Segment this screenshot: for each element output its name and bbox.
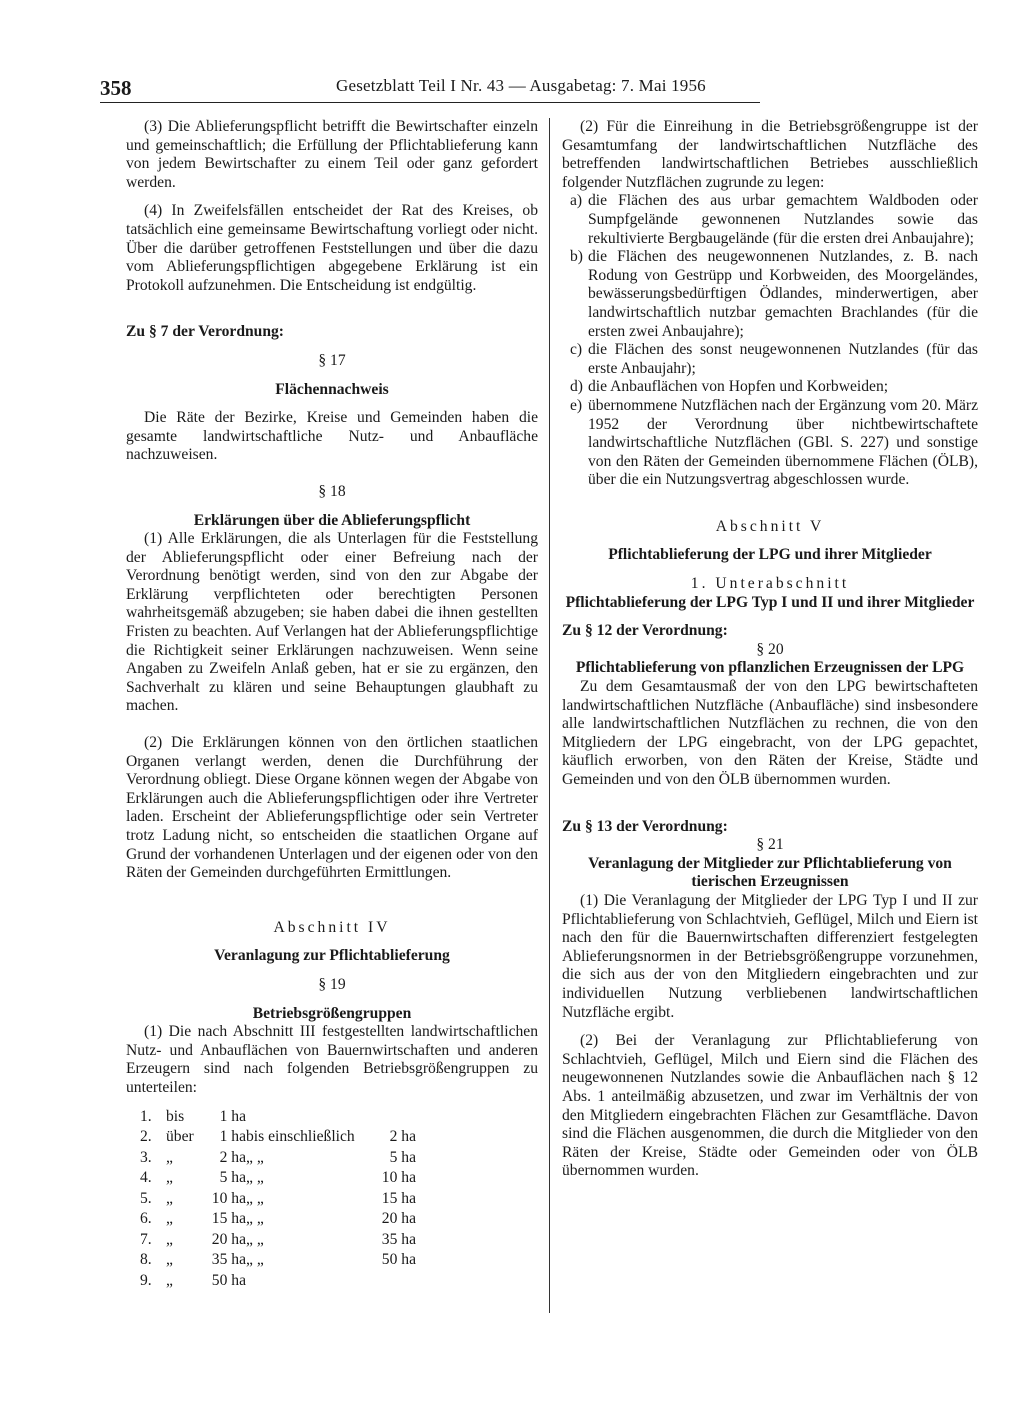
group-from: 2 ha [219,1148,246,1166]
section-17-title: Flächennachweis [275,380,389,398]
size-group-row [140,1149,416,1170]
group-preposition: „ [166,1271,173,1289]
list-item-text: die Flächen des neugewonnenen Nutzlandes, z. B. nach Rodung von Gestrüpp und Korbweiden, des Moorgeländes, bewässerungsbedürftigen Ödlandes, minderwertigen, aber landwirtschaftlich nutzbar gemachten Brachlandes (für die ersten zwei Anbaujahre); [588,248,978,340]
size-group-row [140,1190,416,1211]
list-item [562,397,978,490]
group-number: 1. [140,1107,152,1125]
reference-zu-7: Zu § 7 der Verordnung: [126,323,285,341]
section-20-number: § 20 [756,640,784,658]
group-range-text: „ „ [246,1230,264,1248]
group-to: 35 ha [381,1230,416,1248]
group-to: 50 ha [381,1251,416,1269]
abschnitt-v-title: Pflichtablieferung der LPG und ihrer Mitglieder [608,546,932,564]
list-item-text: übernommene Nutzflächen nach der Ergänzung vom 20. März 1952 der Verordnung über nichtbewirtschaftete landwirtschaftliche Nutzflächen (GBl. S. 227) und sonstige von den Räten der Gemeinden übernommene Flächen (ÖLB), über die ein Nutzungsvertrag abgeschlossen wurde. [588,396,978,489]
size-group-row [140,1251,416,1272]
group-range-text: „ „ [246,1189,264,1207]
size-group-row [140,1108,416,1129]
group-number: 9. [140,1271,152,1289]
group-to: 2 ha [389,1128,416,1146]
paragraph-p3: (3) Die Ablieferungspflicht betrifft die Bewirtschafter einzeln und gemeinschaftlich; die Erfüllung der Pflichtablieferung kann von jedem Bewirtschafter zu einem Teil oder ganz gefordert werden. [126,118,538,191]
list-item [562,341,978,378]
abschnitt-v-heading: Abschnitt V [715,517,825,535]
size-groups-table [140,1108,416,1293]
group-to: 10 ha [381,1169,416,1187]
group-preposition: „ [166,1148,173,1166]
group-number: 3. [140,1148,152,1166]
group-from: 10 ha [211,1189,246,1207]
section-19-number: § 19 [318,975,346,993]
group-preposition: über [166,1128,194,1146]
section-19-paragraph-2: (2) Für die Einreihung in die Betriebsgrößengruppe ist der Gesamtumfang der landwirtschaftlichen Nutzfläche des betreffenden landwirtschaftlichen Betriebes ausschließlich folgender Nutzflächen zugrunde zu legen: [562,118,978,191]
list-item [562,378,978,397]
group-to: 5 ha [389,1148,416,1166]
size-group-row [140,1128,416,1149]
exclusion-list [562,192,978,490]
page-header [100,72,760,103]
unterabschnitt-heading: 1. Unterabschnitt [690,575,850,593]
group-to [376,1272,416,1293]
group-range-text: bis einschließlich [246,1128,355,1146]
list-item-label: b) [570,248,583,266]
group-preposition: „ [166,1210,173,1228]
list-item [562,248,978,341]
list-item-label: d) [570,378,583,396]
group-to: 15 ha [381,1189,416,1207]
group-from: 50 ha [211,1271,246,1289]
reference-zu-12: Zu § 12 der Verordnung: [562,622,728,640]
group-range-text: „ „ [246,1148,264,1166]
section-18-paragraph-2: (2) Die Erklärungen können von den örtlichen staatlichen Organen verlangt werden, denen die Durchführung der Verordnung obliegt. Diese Organe können wegen der Abgabe von Erklärungen auch die Ablieferungspflichtigen oder ihre Vertreter laden. Erscheint der Ablieferungspflichtige oder sein Vertreter trotz Ladung nicht, so entscheiden die staatlichen Organe auf Grund der vorhandenen Unterlagen und der eigenen oder von den Räten der Gemeinden durchgeführten Ermittlungen. [126,734,538,882]
group-range-text: „ „ [246,1210,264,1228]
group-from: 5 ha [219,1169,246,1187]
column-divider [549,118,550,1313]
group-number: 4. [140,1169,152,1187]
group-preposition: bis [166,1107,185,1125]
group-preposition: „ [166,1189,173,1207]
section-17-text: Die Räte der Bezirke, Kreise und Gemeinden haben die gesamte landwirtschaftliche Nutz- und Anbaufläche nachzuweisen. [126,409,538,464]
section-19-paragraph-1: (1) Die nach Abschnitt III festgestellten landwirtschaftlichen Nutz- und Anbauflächen von Bauernwirtschaften und anderen Erzeugern sind nach folgenden Betriebsgrößengruppen zu unterteilen: [126,1023,538,1096]
list-item-label: e) [570,396,583,414]
section-21-paragraph-2: (2) Bei der Veranlagung zur Pflichtablieferung von Schlachtvieh, Geflügel, Milch und Eiern sind die Flächen des neugewonnenen Nutzlandes sowie die Anbauflächen nach § 12 Abs. 1 anteilmäßig abzusetzen, und zwar im Verhältnis der von den Mitgliedern eingebrachten Flächen zur Gesamtfläche. Davon sind die Flächen ausgenommen, die durch die Mitglieder von den Räten der Kreise, Städte oder Gemeinden oder von ÖLB übernommen wurden. [562,1032,978,1180]
group-preposition: „ [166,1251,173,1269]
unterabschnitt-title: Pflichtablieferung der LPG Typ I und II und ihrer Mitglieder [565,593,975,611]
running-title: Gesetzblatt Teil I Nr. 43 — Ausgabetag: 7. Mai 1956 [336,76,706,95]
group-from: 15 ha [211,1210,246,1228]
group-range-text [246,1272,376,1293]
list-item-label: a) [570,192,583,210]
page-number: 358 [100,76,132,100]
group-range-text: „ „ [246,1169,264,1187]
group-from: 20 ha [211,1230,246,1248]
right-column [562,118,978,1181]
abschnitt-iv-title: Veranlagung zur Pflichtablieferung [214,947,450,965]
section-18-title: Erklärungen über die Ablieferungspflicht [193,511,471,529]
group-to: 20 ha [381,1210,416,1228]
list-item [562,192,978,248]
list-item-text: die Anbauflächen von Hopfen und Korbweiden; [588,378,889,396]
size-group-row [140,1272,416,1293]
section-18-paragraph-1: (1) Alle Erklärungen, die als Unterlagen für die Feststellung der Ablieferungspflicht oder einer Befreiung nach der Verordnung benötigt werden, sind von den zur Abgabe der Erklärung verpflichteten oder berechtigten Personen wahrheitsgemäß abzugeben; sie haben dabei die ihnen gestellten Fristen zu beachten. Auf Verlangen hat der Ablieferungspflichtige die Richtigkeit seiner Erklärungen nachzuweisen. Wenn seine Angaben zu Zweifeln Anlaß geben, hat er sie zu ergänzen, den Sachverhalt zu klären und seine Behauptungen glaubhaft zu machen. [126,530,538,715]
group-number: 7. [140,1230,152,1248]
size-group-row [140,1210,416,1231]
group-number: 2. [140,1128,152,1146]
left-column [126,118,538,1292]
group-number: 5. [140,1189,152,1207]
section-18-number: § 18 [318,482,346,500]
group-preposition: „ [166,1169,173,1187]
group-number: 8. [140,1251,152,1269]
reference-zu-13: Zu § 13 der Verordnung: [562,817,728,835]
section-19-title: Betriebsgrößengruppen [252,1004,412,1022]
list-item-text: die Flächen des sonst neugewonnenen Nutzlandes (für das erste Anbaujahr); [588,341,978,377]
list-item-text: die Flächen des aus urbar gemachtem Waldboden oder Sumpfgelände gewonnenen Nutzlandes sowie das rekultivierte Bergbaugelände (für die ersten drei Anbaujahre); [588,192,978,247]
list-item-label: c) [570,341,583,359]
size-group-row [140,1169,416,1190]
group-range-text [246,1108,376,1129]
paragraph-p4: (4) In Zweifelsfällen entscheidet der Rat des Kreises, ob tatsächlich eine gemeinsame Bewirtschaftung vorliegt oder nicht. Über die darüber getroffenen Feststellungen und über die dazu vom Ablieferungspflichtigen abgegebene Erklärung ist ein Protokoll aufzunehmen. Die Entscheidung ist endgültig. [126,202,538,294]
section-17-number: § 17 [318,351,346,369]
group-from: 1 ha [219,1128,246,1146]
section-21-paragraph-1: (1) Die Veranlagung der Mitglieder der LPG Typ I und II zur Pflichtablieferung von Schlachtvieh, Geflügel, Milch und Eiern ist nach den für die Bauernwirtschaften differenziert festgelegten Ablieferungsnormen in der Betriebsgrößengruppe vorzunehmen, die sich aus der von den Mitgliedern eingebrachten und zur individuellen Nutzung verbliebenen landwirtschaftlichen Nutzfläche ergibt. [562,891,978,1021]
group-to [376,1108,416,1129]
size-group-row [140,1231,416,1252]
section-21-number: § 21 [756,836,784,854]
section-20-title: Pflichtablieferung von pflanzlichen Erzeugnissen der LPG [575,659,965,677]
group-range-text: „ „ [246,1251,264,1269]
abschnitt-iv-heading: Abschnitt IV [273,918,391,936]
group-preposition: „ [166,1230,173,1248]
section-21-title: Veranlagung der Mitglieder zur Pflichtablieferung von tierischen Erzeugnissen [588,854,952,891]
group-number: 6. [140,1210,152,1228]
group-from: 1 ha [219,1107,246,1125]
group-from: 35 ha [211,1251,246,1269]
section-20-text: Zu dem Gesamtausmaß der von den LPG bewirtschafteten landwirtschaftlichen Nutzfläche (Anbaufläche) sind insbesondere alle landwirtschaftlichen Nutzflächen zu rechnen, die von den Mitgliedern der LPG eingebracht, von der LPG gepachtet, käuflich erworben, von den Räten der Kreise, Städte und Gemeinden und von den ÖLB übernommen wurden. [562,678,978,788]
